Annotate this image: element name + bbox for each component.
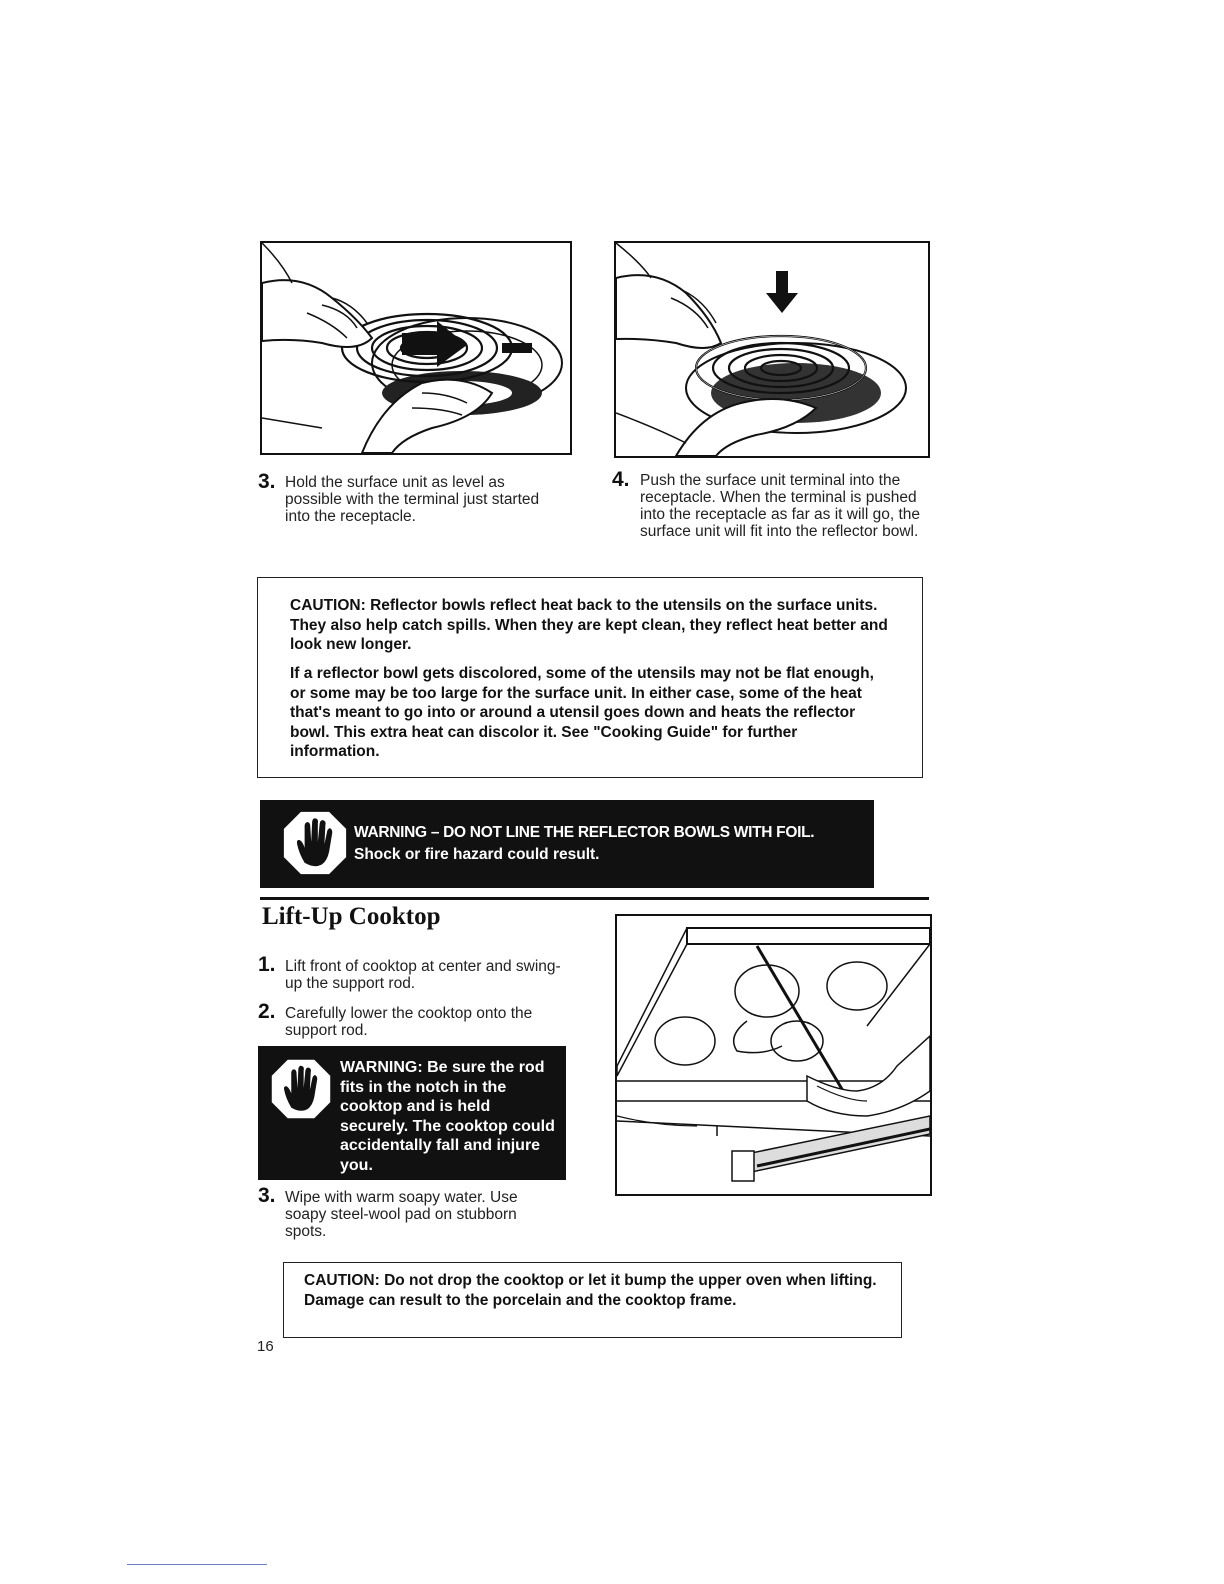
- warning-foil-line-1: WARNING – DO NOT LINE THE REFLECTOR BOWLS WITH FOIL.: [354, 824, 815, 841]
- hand-warning-icon: [282, 810, 348, 876]
- caution-reflector-para-1: CAUTION: Reflector bowls reflect heat back to the utensils on the surface units. They also help catch spills. When they are kept clean, they reflect heat better and look new longer.: [290, 597, 888, 653]
- lift-step-1-number: 1.: [258, 953, 276, 976]
- warning-rod-text: WARNING: Be sure the rod fits in the notch in the cooktop and is held securely. The cooktop could accidentally fall and injure you.: [340, 1059, 555, 1174]
- lift-step-3-number: 3.: [258, 1184, 276, 1207]
- footnote-rule: [127, 1564, 267, 1565]
- surface-unit-push-illustration-icon: [616, 243, 928, 456]
- hand-warning-icon: [270, 1058, 332, 1120]
- caution-drop-cooktop: [283, 1262, 902, 1338]
- step-4-number: 4.: [612, 468, 630, 491]
- warning-foil-line-2: Shock or fire hazard could result.: [354, 846, 600, 863]
- figure-push-surface-unit: [614, 241, 930, 458]
- lift-step-2-text: Carefully lower the cooktop onto the support rod.: [285, 1005, 533, 1039]
- lift-step-3-text: Wipe with warm soapy water. Use soapy steel-wool pad on stubborn spots.: [285, 1189, 518, 1240]
- step-4-text: Push the surface unit terminal into the receptacle. When the terminal is pushed into the receptacle as far as it will go, the surface unit will fit into the reflector bowl.: [640, 472, 921, 540]
- caution-drop-text: CAUTION: Do not drop the cooktop or let it bump the upper oven when lifting. Damage can result to the porcelain and the cooktop frame.: [304, 1272, 877, 1309]
- figure-hold-surface-unit: [260, 241, 572, 455]
- caution-reflector-bowls: [257, 577, 923, 778]
- lift-step-2-number: 2.: [258, 1000, 276, 1023]
- figure-lift-up-cooktop: [615, 914, 932, 1196]
- surface-unit-insert-illustration-icon: [262, 243, 570, 453]
- step-3-text: Hold the surface unit as level as possible with the terminal just started into the receptacle.: [285, 474, 540, 525]
- warning-rod-block: [258, 1046, 566, 1180]
- lift-up-cooktop-illustration-icon: [617, 916, 930, 1194]
- section-divider: [260, 897, 929, 900]
- warning-foil-block: [260, 800, 874, 888]
- caution-reflector-para-2: If a reflector bowl gets discolored, some of the utensils may not be flat enough, or some may be too large for the surface unit. In either case, some of the heat that's meant to go into or around a utensil goes down and heats the reflector bowl. This extra heat can discolor it. See "Cooking Guide" for further information.: [290, 665, 874, 760]
- page-number: 16: [257, 1338, 274, 1355]
- step-3-number: 3.: [258, 470, 276, 493]
- section-title: Lift-Up Cooktop: [262, 903, 441, 930]
- lift-step-1-text: Lift front of cooktop at center and swing-up the support rod.: [285, 958, 561, 992]
